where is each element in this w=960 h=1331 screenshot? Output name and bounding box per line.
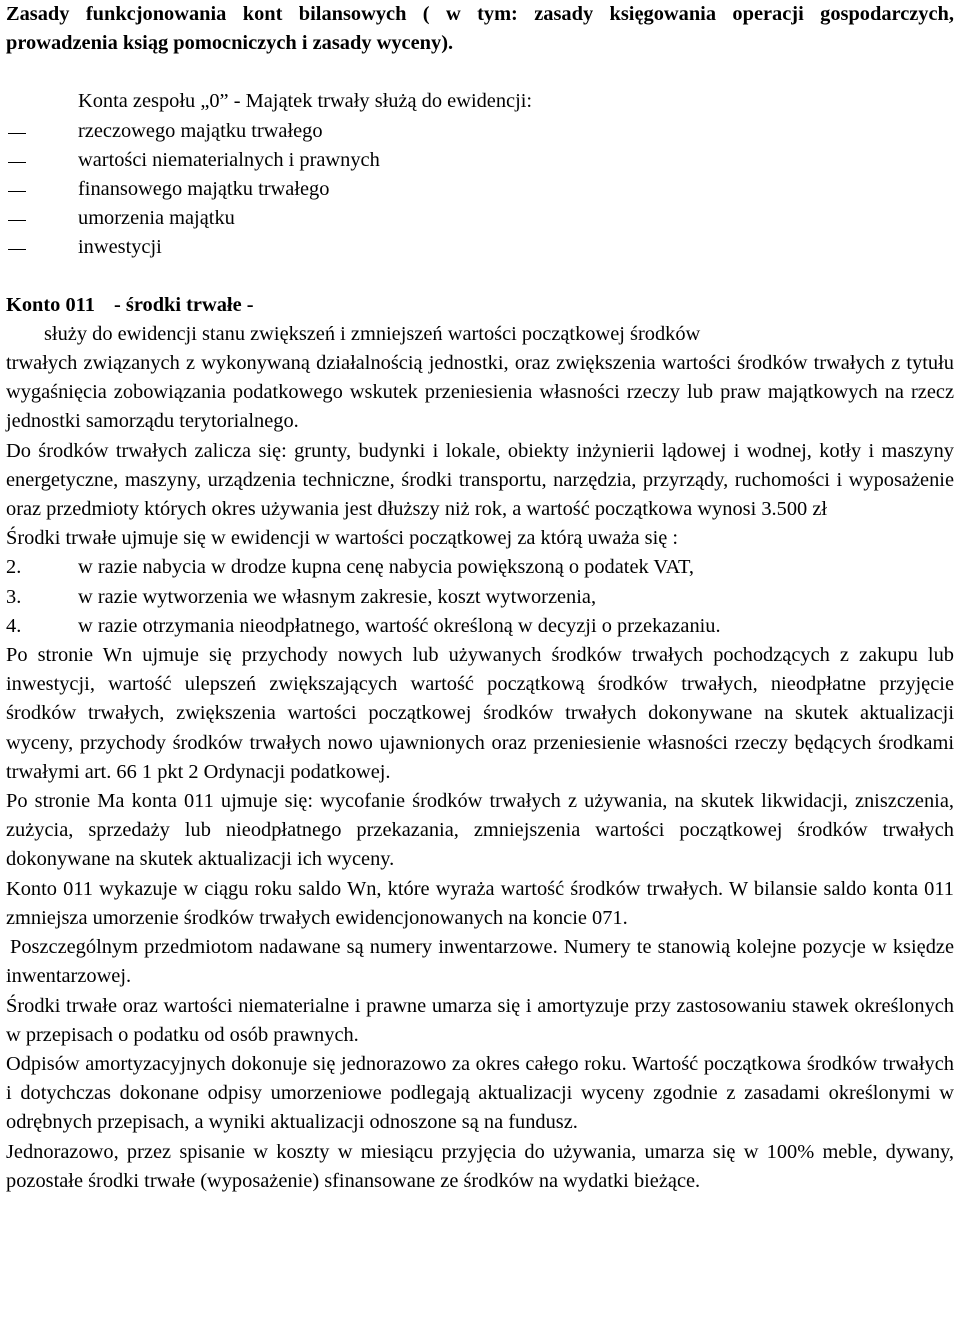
list-item: wartości niematerialnych i prawnych <box>6 146 954 175</box>
paragraph-inventory-numbers: Poszczególnym przedmiotom nadawane są numery inwentarzowe. Numery te stanowią kolejne pozycje w księdze inwentarzowej. <box>6 936 954 988</box>
konto-number: Konto 011 <box>6 293 95 316</box>
paragraph-depreciation-writeoffs: Odpisów amortyzacyjnych dokonuje się jednorazowo za okres całego roku. Wartość początkowa środków trwałych i dotychczas dokonane odpisy umorzeniowe podlegają aktualizacji wyceny zgodnie z zasadami określonymi w odrębnych przepisach, a wyniki aktualizacji odnoszone są na fundusz. <box>6 1052 954 1134</box>
list-text: w razie wytworzenia we własnym zakresie, koszt wytworzenia, <box>78 585 597 608</box>
paragraph-debit-side: Po stronie Wn ujmuje się przychody nowych lub używanych środków trwałych pochodzących z zakupu lub inwestycji, wartość ulepszeń zwiększających wartość początkową środków trwałych, nieodpłatne przyjęcie środków trwałych, zwiększenia wartości początkowej środków trwałych dokonywane na skutek aktualizacji wyceny, przychody środków trwałych nowo ujawnionych oraz przeniesienie własności rzeczy będących środkami trwałymi art. 66 1 pkt 2 Ordynacji podatkowej. <box>6 644 954 783</box>
list-item <box>6 612 954 641</box>
list-text: w razie otrzymania nieodpłatnego, wartość określoną w decyzji o przekazaniu. <box>78 614 721 637</box>
list-item: rzeczowego majątku trwałego <box>6 117 954 146</box>
list-text: w razie nabycia w drodze kupna cenę nabycia powiększoną o podatek VAT, <box>78 556 695 579</box>
list-item: finansowego majątku trwałego <box>6 175 954 204</box>
list-item <box>6 583 954 612</box>
list-item: inwestycji <box>6 233 954 262</box>
intro-line: Konta zespołu „0” - Majątek trwały służą do ewidencji: <box>78 90 533 113</box>
list-number: 4. <box>6 614 22 637</box>
valuation-list <box>6 553 954 641</box>
konto-011-heading <box>6 291 954 320</box>
document-heading: Zasady funkcjonowania kont bilansowych ( w tym: zasady księgowania operacji gospodarczych, prowadzenia ksiąg pomocniczych i zasady wyceny). <box>6 3 954 55</box>
list-number: 2. <box>6 556 22 579</box>
list-item: umorzenia majątku <box>6 204 954 233</box>
paragraph-one-time-writeoff: Jednorazowo, przez spisanie w koszty w miesiącu przyjęcia do używania, umarza się w 100% meble, dywany, pozostałe środki trwałe (wyposażenie) sfinansowane ze środków na wydatki bieżące. <box>6 1140 954 1192</box>
paragraph-initial-value: Środki trwałe ujmuje się w ewidencji w wartości początkowej za którą uważa się : <box>6 527 679 550</box>
konto-purpose-first-line: służy do ewidencji stanu zwiększeń i zmniejszeń wartości początkowej środków <box>44 322 701 345</box>
paragraph-credit-side: Po stronie Ma konta 011 ujmuje się: wycofanie środków trwałych z używania, na skutek likwidacji, zniszczenia, zużycia, sprzedaży lub nieodpłatnego przekazania, zmniejszenia wartości początkowej środków trwałych dokonywane na skutek aktualizacji ich wyceny. <box>6 790 954 871</box>
asset-types-list <box>6 117 954 263</box>
konto-purpose-rest: trwałych związanych z wykonywaną działalnością jednostki, oraz zwiększenia wartości środków trwałych z tytułu wygaśnięcia zobowiązania podatkowego wskutek przeniesienia własności rzeczy lub praw majątkowych na rzecz jednostki samorządu terytorialnego. <box>6 352 954 433</box>
paragraph-depreciation: Środki trwałe oraz wartości niematerialne i prawne umarza się i amortyzuje przy zastosowaniu stawek określonych w przepisach o podatku od osób prawnych. <box>6 994 954 1046</box>
paragraph-balance: Konto 011 wykazuje w ciągu roku saldo Wn, które wyraża wartość środków trwałych. W bilansie saldo konta 011 zmniejsza umorzenie środków trwałych ewidencjonowanych na koncie 071. <box>6 877 954 929</box>
paragraph-classification: Do środków trwałych zalicza się: grunty, budynki i lokale, obiekty inżynierii lądowej i wodnej, kotły i maszyny energetyczne, maszyny, urządzenia techniczne, środki transportu, narzędzia, przyrządy, ruchomości i wyposażenie oraz przedmioty których okres używania jest dłuższy niż rok, a wartość początkowa wynosi 3.500 zł <box>6 439 954 521</box>
list-number: 3. <box>6 585 22 608</box>
list-item <box>6 553 954 582</box>
document-page <box>6 0 954 1196</box>
konto-title: - środki trwałe - <box>114 293 254 316</box>
